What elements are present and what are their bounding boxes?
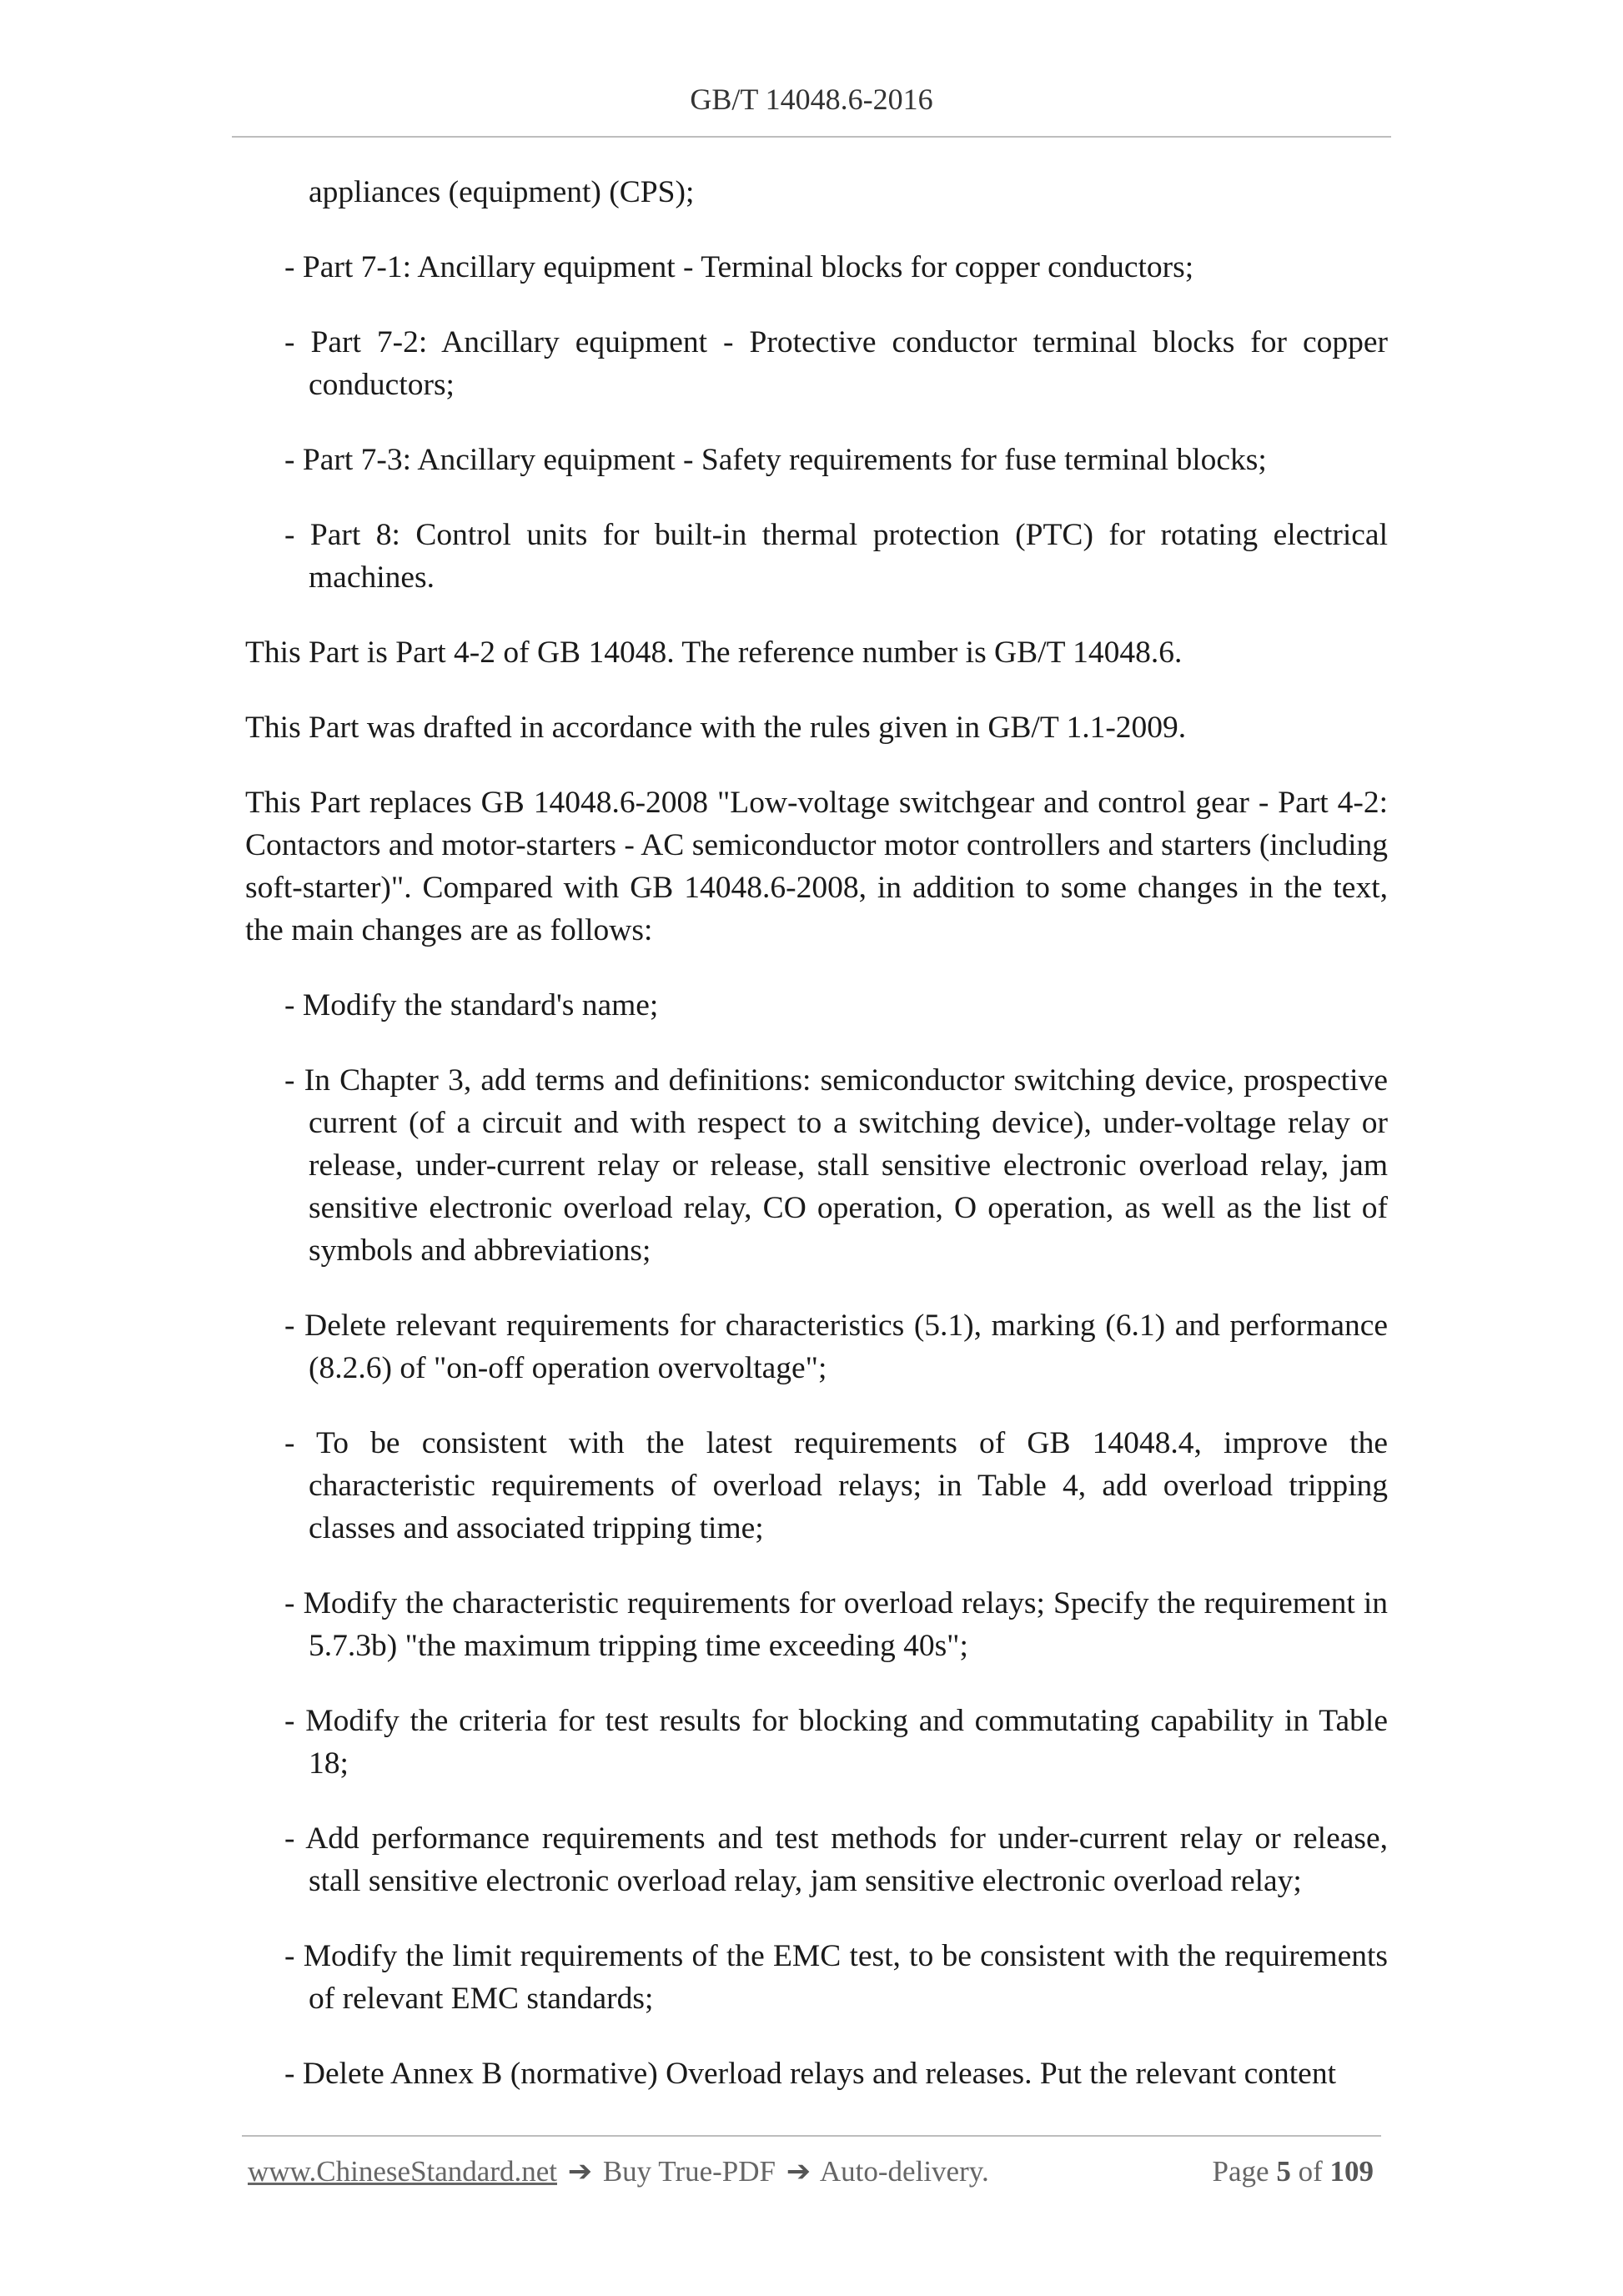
footer-divider (242, 2135, 1381, 2137)
buy-pdf-text: Buy True-PDF (602, 2155, 776, 2188)
total-pages-number: 109 (1329, 2155, 1374, 2188)
change-item: - Add performance requirements and test methods for under-current relay or release, stall sensitive electronic overload relay, jam sensitive electronic overload relay; (284, 1821, 1388, 1898)
list-item: - Part 8: Control units for built-in thermal protection (PTC) for rotating electrical machines. (284, 518, 1388, 595)
footer-promo (248, 2155, 989, 2188)
header-divider (232, 136, 1391, 138)
change-item: - Delete Annex B (normative) Overload relays and releases. Put the relevant content (284, 2057, 1336, 2091)
change-item: - Modify the characteristic requirements for overload relays; Specify the requirement in 5.7.3b) "the maximum tripping time exceeding 40s"; (284, 1586, 1388, 1663)
auto-delivery-text: Auto-delivery. (819, 2155, 989, 2188)
paragraph: This Part is Part 4-2 of GB 14048. The reference number is GB/T 14048.6. (245, 636, 1183, 670)
page-body (245, 171, 1388, 2128)
paragraph: This Part was drafted in accordance with the rules given in GB/T 1.1-2009. (245, 711, 1187, 745)
change-item: - In Chapter 3, add terms and definitions: semiconductor switching device, prospective current (of a circuit and with respect to a switching device), under-voltage relay or release, under-current relay or release, stall sensitive electronic overload relay, jam sensitive electronic overload relay, CO operation, O operation, as well as the list of symbols and abbreviations; (284, 1063, 1388, 1268)
page-indicator (1213, 2155, 1374, 2188)
change-item: - Modify the criteria for test results for blocking and commutating capability in Table 18; (284, 1704, 1388, 1781)
change-item: - Modify the limit requirements of the EMC test, to be consistent with the requirements of relevant EMC standards; (284, 1939, 1388, 2016)
list-item: - Part 7-3: Ancillary equipment - Safety requirements for fuse terminal blocks; (284, 443, 1267, 477)
site-link[interactable]: www.ChineseStandard.net (248, 2155, 557, 2188)
page-label: Page (1212, 2155, 1269, 2188)
change-item: - To be consistent with the latest requirements of GB 14048.4, improve the characteristic requirements of overload relays; in Table 4, add overload tripping classes and associated tripping time; (284, 1426, 1388, 1545)
current-page-number: 5 (1276, 2155, 1291, 2188)
paragraph: This Part replaces GB 14048.6-2008 "Low-voltage switchgear and control gear - Part 4-2: Contactors and motor-starters - AC semiconductor motor controllers and starters (including soft-starter)". Compared with GB 14048.6-2008, in addition to some changes in the text, the main changes are as follows: (245, 786, 1388, 947)
list-item: - Part 7-1: Ancillary equipment - Terminal blocks for copper conductors; (284, 250, 1194, 284)
document-code-header: GB/T 14048.6-2016 (690, 83, 933, 116)
of-label: of (1298, 2155, 1323, 2188)
arrow-right-icon: ➔ (567, 2155, 593, 2188)
list-item: - Part 7-2: Ancillary equipment - Protective conductor terminal blocks for copper conductors; (284, 325, 1388, 402)
change-item: - Delete relevant requirements for characteristics (5.1), marking (6.1) and performance (8.2.6) of "on-off operation overvoltage"; (284, 1309, 1388, 1385)
change-item: - Modify the standard's name; (284, 988, 659, 1022)
arrow-right-icon: ➔ (786, 2155, 812, 2188)
continuation-line: appliances (equipment) (CPS); (309, 175, 695, 209)
